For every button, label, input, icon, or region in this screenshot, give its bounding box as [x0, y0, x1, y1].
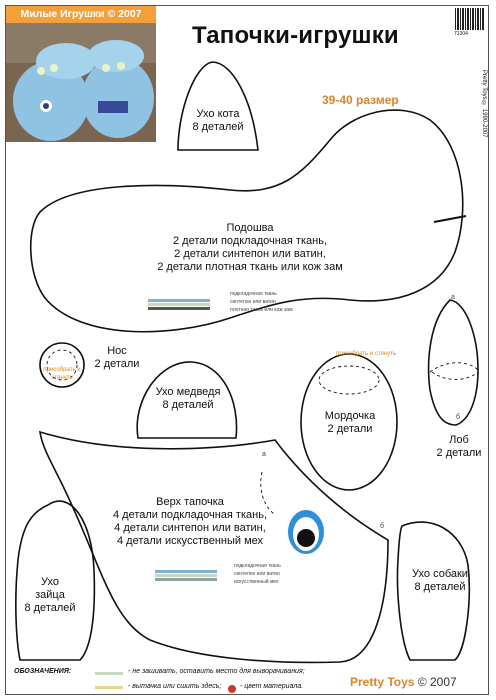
sole-legend-3: плотная ткань или кож зам [230, 307, 293, 313]
nose-count: 2 детали [94, 358, 140, 370]
muzzle-note: присобрать и стянуть [335, 351, 397, 357]
muzzle-title: Мордочка [324, 410, 376, 422]
upper-legend-2: синтепон или ватин [234, 571, 280, 577]
bear-ear-count: 8 деталей [162, 399, 214, 411]
dog-ear-count: 8 деталей [414, 581, 466, 593]
forehead-mark-a: а [451, 294, 455, 301]
hare-ear-title2: зайца [35, 589, 65, 601]
bear-ear-label [142, 386, 234, 412]
upper-line-3: 4 детали искусственный мех [116, 535, 264, 547]
upper-mark-a: а [262, 451, 266, 458]
upper-label [104, 496, 276, 548]
muzzle-count: 2 детали [327, 423, 373, 435]
legend-line-3: - цвет материала. [240, 683, 304, 690]
dog-ear-title: Ухо собаки [412, 568, 468, 580]
cat-ear-outline [178, 62, 258, 150]
page-title: Тапочки-игрушки [192, 22, 399, 49]
legend-label: ОБОЗНАЧЕНИЯ: [14, 668, 72, 675]
upper-legend-3: искусственный мех [234, 579, 279, 585]
sole-title: Подошва [226, 222, 274, 234]
sole-legend-2: синтепон или ватин [230, 299, 276, 305]
legend-line-1: - не зашивать, оставить место для выворачивания; [128, 668, 305, 675]
dog-ear-label [400, 568, 480, 594]
legend-line-2: - вытачка или сшить здесь; [128, 683, 222, 690]
hare-ear-label [18, 576, 82, 615]
sole-line-3: 2 детали плотная ткань или кож зам [157, 261, 343, 273]
cat-ear-label [182, 108, 254, 134]
bear-ear-title: Ухо медведя [155, 386, 221, 398]
sole-line-1: 2 детали подкладочная ткань, [172, 235, 328, 247]
brand-footer [350, 675, 457, 689]
hare-ear-title: Ухо [41, 576, 59, 588]
nose-title: Нос [107, 345, 127, 357]
sole-legend-1: подкладочная ткань [230, 291, 277, 297]
legend-footer [14, 668, 71, 675]
photo-caption: Милые Игрушки © 2007 [6, 6, 156, 23]
barcode-number: 71304 [454, 31, 468, 37]
forehead-mark-b: б [456, 414, 461, 421]
brand-name: Pretty Toys [350, 675, 415, 689]
cat-ear-title: Ухо кота [196, 108, 240, 120]
cat-ear-count: 8 деталей [192, 121, 244, 133]
forehead-label [428, 434, 490, 460]
sole-label [150, 222, 350, 274]
upper-mark-b: б [380, 523, 385, 530]
upper-title: Верх тапочка [156, 496, 224, 508]
hare-ear-count: 8 деталей [24, 602, 76, 614]
copyright-vertical: Pretty Toys © 1990-2007 [481, 70, 487, 138]
brand-year: © 2007 [417, 675, 457, 689]
upper-line-2: 4 детали синтепон или ватин, [114, 522, 266, 534]
sole-line-2: 2 детали синтепон или ватин, [174, 248, 326, 260]
nose-note: присобрать и стянуть [43, 367, 81, 381]
forehead-title: Лоб [449, 434, 469, 446]
upper-line-1: 4 детали подкладочная ткань, [112, 509, 268, 521]
muzzle-label [310, 410, 390, 436]
upper-legend-1: подкладочная ткань [234, 563, 281, 569]
size-label: 39-40 размер [322, 93, 399, 107]
nose-label [88, 345, 146, 371]
forehead-count: 2 детали [436, 447, 482, 459]
